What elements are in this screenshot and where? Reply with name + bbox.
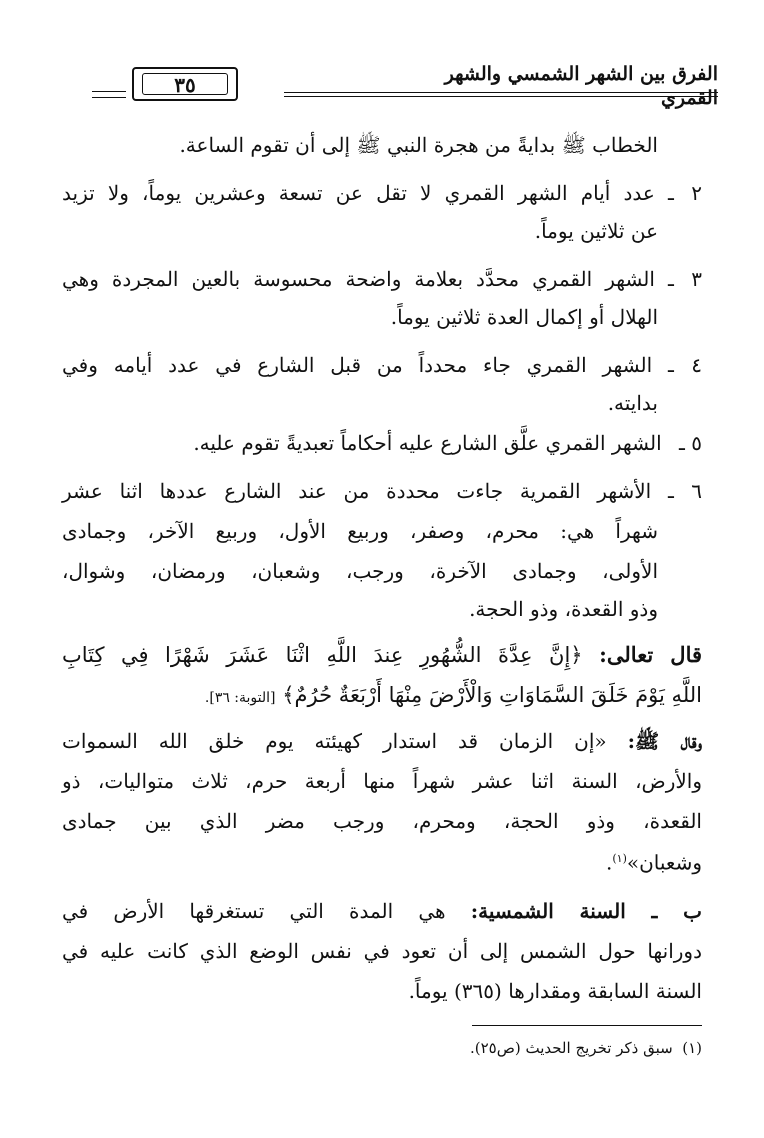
header-rule xyxy=(92,91,126,92)
item-number: ٣ ـ xyxy=(668,267,702,291)
text-span: بدايته. xyxy=(607,391,658,415)
item-number: ٦ ـ xyxy=(668,479,703,503)
text-span: الخطاب ﷺ بدايةً من هجرة النبي ﷺ إلى أن تقوم الساعة. xyxy=(179,133,658,157)
verse-lead: قال تعالى: xyxy=(599,642,703,667)
text-line xyxy=(62,302,702,332)
text-span: الهلال أو إكمال العدة ثلاثين يوماً. xyxy=(390,305,658,329)
text-span: شهراً هي: محرم، وصفر، وربيع الأول، وربيع الآخر، وجمادى xyxy=(62,519,658,543)
text-span: السنة السابقة ومقدارها (٣٦٥) يوماً. xyxy=(408,979,702,1003)
list-item xyxy=(62,350,702,380)
text-span: الشهر القمري محدَّد بعلامة واضحة محسوسة بالعين المجردة وهي xyxy=(62,267,655,291)
text-span: وشعبان» xyxy=(626,850,702,875)
footnote-marker: (١) xyxy=(612,852,627,865)
text-span: الأشهر القمرية جاءت محددة من عند الشارع عددها اثنا عشر xyxy=(62,479,652,503)
footnote-rule xyxy=(472,1025,702,1026)
verse-text: ﴿إِنَّ عِدَّةَ الشُّهُورِ عِندَ اللَّهِ اثْنَا عَشَرَ شَهْرًا فِي كِتَابِ xyxy=(62,643,583,667)
item-number: ٥ ـ xyxy=(679,431,702,455)
header-rule xyxy=(92,97,126,98)
item-number: ٢ ـ xyxy=(668,181,702,205)
text-span: الشهر القمري جاء محدداً من قبل الشارع في عدد أيامه وفي xyxy=(62,353,653,377)
verse-reference: [التوبة: ٣٦]. xyxy=(204,690,276,706)
quran-verse xyxy=(62,680,702,713)
text-span: والأرض، السنة اثنا عشر شهراً منها أربعة حرم، ثلاث متواليات، ذو xyxy=(62,769,702,793)
text-span: وذو القعدة، وذو الحجة. xyxy=(469,597,658,621)
text-span: عدد أيام الشهر القمري لا تقل عن تسعة وعشرين يوماً، ولا تزيد xyxy=(62,181,655,205)
text-span: . xyxy=(606,850,613,875)
page-number: ٣٥ xyxy=(142,73,228,95)
running-title: الفرق بين الشهر الشمسي والشهر القمري xyxy=(444,63,718,109)
text-span: هي المدة التي تستغرقها الأرض في xyxy=(62,899,446,923)
text-line xyxy=(62,936,702,966)
header-rule xyxy=(284,96,718,97)
text-span: الشهر القمري علَّق الشارع عليه أحكاماً تعبديةً تقوم عليه. xyxy=(193,431,662,455)
hadith xyxy=(62,726,702,756)
text-line xyxy=(62,388,702,418)
text-line xyxy=(62,216,702,246)
text-span: عن ثلاثين يوماً. xyxy=(534,219,658,243)
page-number-box xyxy=(132,67,238,101)
text-line xyxy=(62,806,702,836)
footnote-text: سبق ذكر تخريج الحديث (ص٢٥). xyxy=(469,1039,673,1057)
text-span: الأولى، وجمادى الآخرة، ورجب، وشعبان، ورمضان، وشوال، xyxy=(62,559,658,583)
page-header xyxy=(92,62,718,109)
footnote-number: (١) xyxy=(682,1039,702,1057)
text-line xyxy=(62,130,702,160)
text-span: القعدة، وذو الحجة، ومحرم، ورجب مضر الذي بين جمادى xyxy=(62,809,702,833)
header-rule xyxy=(284,92,718,93)
section-heading: ب ـ السنة الشمسية: xyxy=(470,899,702,923)
list-item xyxy=(62,264,702,294)
text-span: دورانها حول الشمس إلى أن تعود في نفس الوضع الذي كانت عليه في xyxy=(62,939,702,963)
hadith-lead: وقال ﷺ: xyxy=(627,729,703,753)
item-number: ٤ ـ xyxy=(668,353,702,377)
text-line xyxy=(62,594,702,624)
list-item xyxy=(62,428,702,458)
section-heading-line xyxy=(62,896,702,926)
text-span: «إن الزمان قد استدار كهيئته يوم خلق الله السموات xyxy=(62,729,607,753)
verse-text: اللَّهِ يَوْمَ خَلَقَ السَّمَاوَاتِ وَالْأَرْضَ مِنْهَا أَرْبَعَةٌ حُرُمٌ﴾ xyxy=(282,683,702,707)
text-line xyxy=(62,556,702,586)
text-line xyxy=(62,844,702,878)
quran-verse xyxy=(62,640,702,670)
footnote xyxy=(62,1037,702,1059)
text-line xyxy=(62,766,702,796)
list-item xyxy=(62,476,702,506)
text-line xyxy=(62,516,702,546)
text-line xyxy=(62,976,702,1006)
list-item xyxy=(62,178,702,208)
